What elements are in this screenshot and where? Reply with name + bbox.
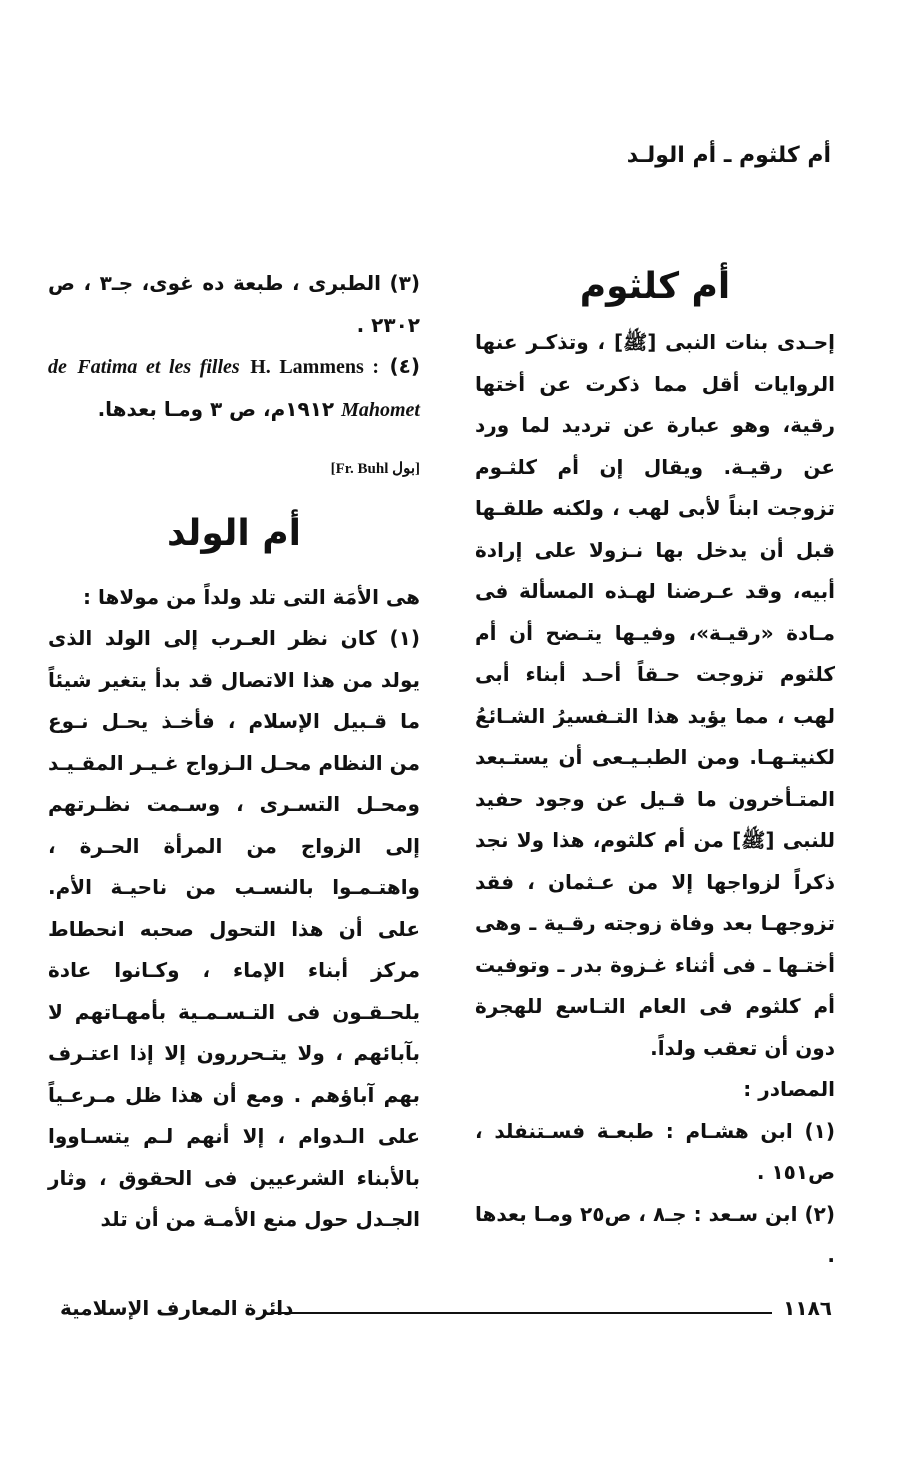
source-author: H. Lammens : — [250, 356, 379, 378]
author-signature: [بول Fr. Buhl] — [330, 461, 420, 477]
right-column — [475, 258, 835, 1277]
source-item: (٣) الطبرى ، طبعة ده غوى، جـ٣ ، ص ٢٣٠٢ . — [48, 271, 420, 337]
publication-name: دائرة المعارف الإسلامية — [60, 1296, 294, 1320]
paragraph: هى الأمَة التى تلد ولداً من مولاها : — [82, 584, 420, 609]
source-item: (١) ابن هشـام : طبعـة فسـتنفلد ، ص١٥١ . — [475, 1118, 835, 1184]
source-title-part: de Mahomet — [48, 356, 420, 421]
source-details: ١٩١٢م، ص ٣ ومـا بعدها. — [97, 396, 335, 421]
sources-heading: المصادر : — [743, 1077, 835, 1101]
paragraph: (١) كان نظر العـرب إلى الولد الذى يولد من هذا الاتصال قد بدأ يتغير شيئاً ما قـبيل الإسلام ، فأخـذ يحـل نـوع من النظام محـل الـزواج غـيـر المقـيـد ومحـل التسـرى ، وسـمت نظـرتهم إلى الزواج من المرأة الحـرة ، واهتـمـوا بالنسـب من ناحيـة الأم. على أن هذا التحول صحبه انحطاط مركز أبناء الإماء ، وكـانوا عادة يلحـقـون فى التـسـمـية بأمهـاتهم لا بآبائهم ، ولا يتـحررون إلا إذا اعتـرف بهم آباؤهم . ومع أن هذا ظل مـرعـياً على الـدوام ، إلا أنهم لـم يتسـاووا بالأبناء الشرعيين فى الحقوق ، وثار الجـدل حول منع الأمـة من أن تلد — [48, 626, 420, 1231]
running-head: أم كلثوم ـ أم الولـد — [626, 143, 831, 168]
source-title-part: Fatima et les filles — [77, 356, 240, 378]
footer-rule — [270, 1312, 772, 1314]
paragraph: إحـدى بنات النبى [ﷺ] ، وتذكـر عنها الروايات أقل مما ذكرت عن أختها رقية، وهو عبارة عن ترديد لما ورد عن رقيـة. ويقال إن أم كلثـوم تزوجت ابناً لأبى لهب ، ولكنه طلقـها قبل أن يدخل بها نـزولا على إرادة أبيه، وقد عـرضنا لهـذه المسألة فى مـادة «رقيـة»، وفيـها يتـضح أن أم كلثوم تزوجت حـقاً أحـد أبناء أبى لهب ، مما يؤيد هذا التـفسيرُ الشـائعُ لكنيتـهـا. ومن الطبـيـعى أن يستـبعد المتـأخرون ما قـيل عن وجود حفيد للنبى [ﷺ] من أم كلثوم، هذا ولا نجد ذكراً لزواجها إلا من عـثمان ، فقد تزوجهـا بعد وفاة زوجته رقـية ـ وهى أختـها ـ فى أثناء غـزوة بدر ـ وتوفيت أم كلثوم فى العام التـاسع للهجرة دون أن تعقب ولداً. — [475, 330, 835, 1060]
source-item — [48, 346, 420, 431]
source-item: (٢) ابن سـعد : جـ٨ ، ص٢٥ ومـا بعدها . — [475, 1201, 835, 1267]
page-footer — [60, 1296, 832, 1326]
entry-title-umm-kulthum: أم كلثوم — [579, 266, 731, 307]
source-title — [77, 356, 239, 378]
source-number: (٤) — [389, 354, 420, 378]
entry-title-umm-al-walad: أم الولد — [167, 512, 301, 554]
left-column — [48, 263, 420, 1241]
page-number: ١١٨٦ — [783, 1296, 832, 1320]
